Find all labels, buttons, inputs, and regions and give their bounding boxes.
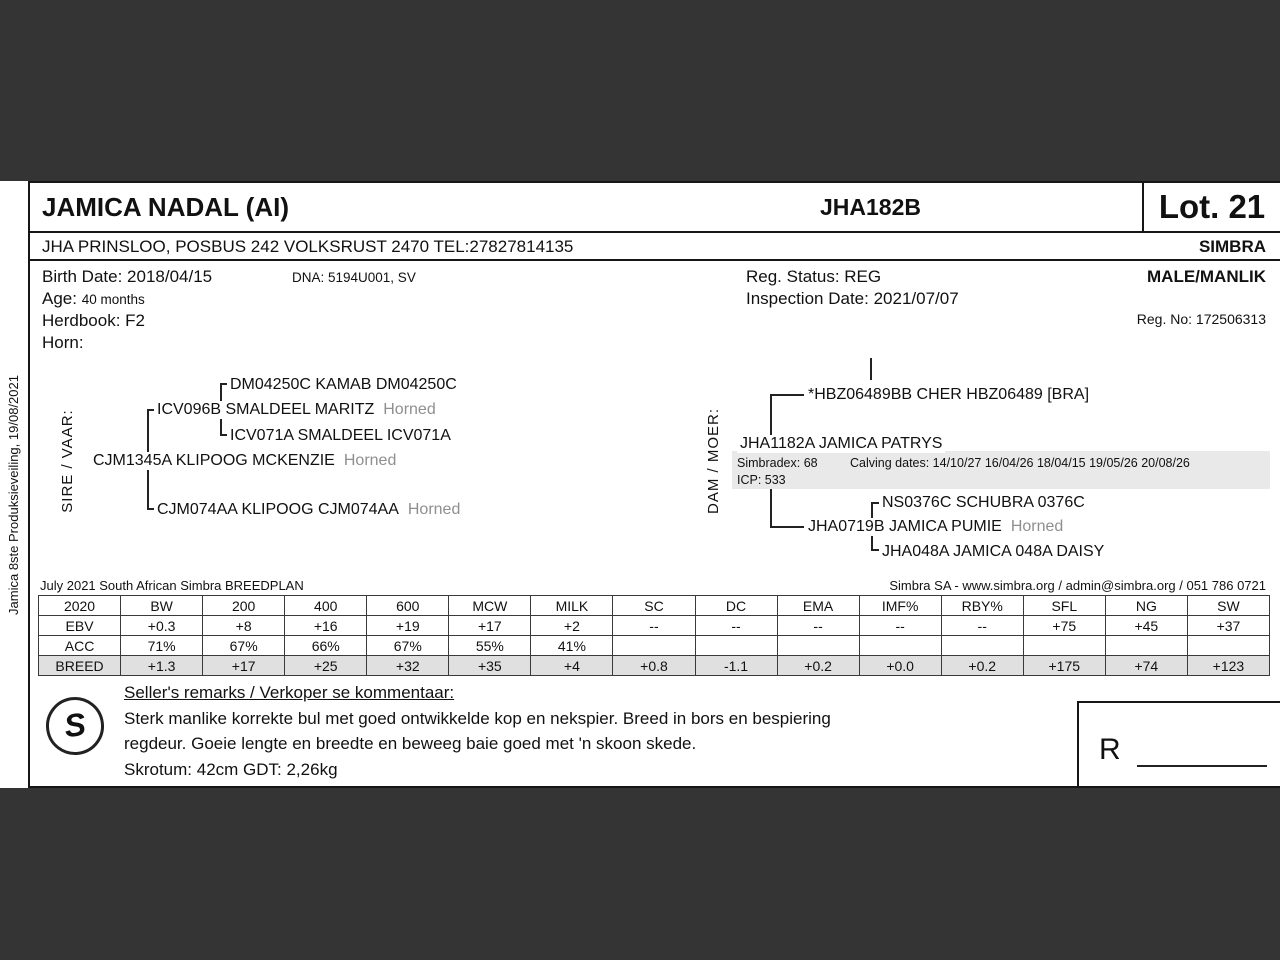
cell: [1105, 636, 1187, 656]
col-header: MILK: [531, 596, 613, 616]
dam-name: JHA1182A JAMICA PATRYS: [737, 435, 945, 453]
pedigree-line: [870, 358, 872, 380]
dam-granddam-sire: NS0376C SCHUBRA 0376C: [879, 494, 1088, 512]
cell: +2: [531, 616, 613, 636]
remarks-heading: Seller's remarks / Verkoper se kommentaar:: [124, 683, 455, 702]
lot-number: Lot. 21: [1142, 183, 1280, 231]
animal-id: JHA182B: [820, 194, 921, 220]
cell: --: [613, 616, 695, 636]
col-header: EMA: [777, 596, 859, 616]
cell: --: [941, 616, 1023, 636]
cell: +0.8: [613, 656, 695, 676]
cell: 67%: [203, 636, 285, 656]
row-label: EBV: [39, 616, 121, 636]
pedigree-line: [770, 526, 804, 528]
cell: +74: [1105, 656, 1187, 676]
inspection-date: Inspection Date: 2021/07/07: [746, 289, 959, 308]
icp-value: ICP: 533: [737, 473, 786, 487]
cell: +32: [367, 656, 449, 676]
cell: +8: [203, 616, 285, 636]
cell: 71%: [121, 636, 203, 656]
cell: +75: [1023, 616, 1105, 636]
dam-granddam: JHA0719B JAMICA PUMIE Horned: [805, 518, 1066, 536]
price-blank-line: [1137, 765, 1267, 767]
cell: +19: [367, 616, 449, 636]
cell: --: [695, 616, 777, 636]
row-label: BREED: [39, 656, 121, 676]
cell: +37: [1187, 616, 1269, 636]
age-label: Age:: [42, 289, 77, 308]
breeder-address: JHA PRINSLOO, POSBUS 242 VOLKSRUST 2470 TEL:27827814135: [42, 237, 574, 256]
remarks-line: Sterk manlike korrekte bul met goed ontwikkelde kop en nekspier. Breed in bors en bespiering: [124, 709, 831, 728]
acc-row: [39, 636, 1270, 656]
cell: +0.2: [941, 656, 1023, 676]
row-label: ACC: [39, 636, 121, 656]
price-box: [1077, 701, 1280, 788]
ebv-header-row: [39, 596, 1270, 616]
horned-tag: Horned: [1010, 518, 1064, 535]
cell: +0.0: [859, 656, 941, 676]
breedplan-caption: July 2021 South African Simbra BREEDPLAN: [40, 578, 304, 593]
cell: +16: [285, 616, 367, 636]
cell: +1.3: [121, 656, 203, 676]
col-header: 200: [203, 596, 285, 616]
simbradex-value: Simbradex: 68: [737, 456, 818, 470]
horned-tag: Horned: [407, 501, 461, 518]
lot-card: [28, 181, 1280, 788]
horned-tag: Horned: [343, 452, 397, 469]
price-currency-label: R: [1099, 733, 1121, 766]
herdbook: Herdbook: F2: [42, 311, 145, 330]
simbra-logo: S: [42, 693, 108, 759]
cell: [1187, 636, 1269, 656]
sire-grandsire: ICV096B SMALDEEL MARITZ Horned: [154, 401, 439, 419]
cell: -1.1: [695, 656, 777, 676]
col-header: DC: [695, 596, 777, 616]
cell: [1023, 636, 1105, 656]
birth-date: Birth Date: 2018/04/15: [42, 267, 213, 286]
breed-name: SIMBRA: [1198, 237, 1266, 256]
sex-label: MALE/MANLIK: [1147, 267, 1266, 286]
cell: +123: [1187, 656, 1269, 676]
cell: +25: [285, 656, 367, 676]
breeder-row: [30, 233, 1280, 261]
cell: +35: [449, 656, 531, 676]
dam-section-label: DAM / MOER:: [705, 408, 722, 515]
side-vertical-text: Jamica 8ste Produksieveiling, 19/08/2021: [6, 375, 21, 615]
cell: +4: [531, 656, 613, 676]
ebv-table: [38, 595, 1270, 676]
col-header: IMF%: [859, 596, 941, 616]
col-header: SW: [1187, 596, 1269, 616]
cell: [941, 636, 1023, 656]
cell: +45: [1105, 616, 1187, 636]
reg-no: Reg. No: 172506313: [1136, 311, 1266, 327]
sire-granddam: CJM074AA KLIPOOG CJM074AA Horned: [154, 501, 463, 519]
age-value: 40 months: [81, 292, 145, 307]
sire-grandsire-dam: ICV071A SMALDEEL ICV071A: [227, 427, 454, 445]
sire-section-label: SIRE / VAAR:: [59, 409, 76, 513]
cell: 55%: [449, 636, 531, 656]
cell: 66%: [285, 636, 367, 656]
dam-grandsire: *HBZ06489BB CHER HBZ06489 [BRA]: [805, 386, 1092, 404]
col-header: RBY%: [941, 596, 1023, 616]
cell: +17: [449, 616, 531, 636]
cell: [695, 636, 777, 656]
cell: +17: [203, 656, 285, 676]
header-row: [30, 183, 1280, 233]
cell: --: [859, 616, 941, 636]
remarks-line: Skrotum: 42cm GDT: 2,26kg: [124, 760, 338, 779]
dam-granddam-dam: JHA048A JAMICA 048A DAISY: [879, 543, 1107, 561]
cell: [613, 636, 695, 656]
ebv-row: [39, 616, 1270, 636]
cell: +0.2: [777, 656, 859, 676]
horned-tag: Horned: [383, 401, 436, 418]
cell: +175: [1023, 656, 1105, 676]
cell: --: [777, 616, 859, 636]
horn: Horn:: [42, 333, 84, 352]
col-header: SFL: [1023, 596, 1105, 616]
col-header: NG: [1105, 596, 1187, 616]
col-header: 2020: [39, 596, 121, 616]
col-header: BW: [121, 596, 203, 616]
cell: 41%: [531, 636, 613, 656]
sire-grandsire-sire: DM04250C KAMAB DM04250C: [227, 376, 460, 394]
calving-dates: Calving dates: 14/10/27 16/04/26 18/04/15 19/05/26 20/08/26: [850, 456, 1190, 470]
breed-avg-row: [39, 656, 1270, 676]
age: [42, 289, 145, 309]
col-header: 600: [367, 596, 449, 616]
col-header: 400: [285, 596, 367, 616]
pedigree-line: [770, 394, 804, 396]
simbra-contact: Simbra SA - www.simbra.org / admin@simbra.org / 051 786 0721: [889, 578, 1266, 593]
col-header: SC: [613, 596, 695, 616]
remarks-line: regdeur. Goeie lengte en breedte en beweeg baie goed met 'n skoon skede.: [124, 734, 697, 753]
dna-info: DNA: 5194U001, SV: [292, 270, 416, 285]
animal-name: JAMICA NADAL (AI): [42, 192, 289, 222]
cell: [859, 636, 941, 656]
cell: [777, 636, 859, 656]
reg-status: Reg. Status: REG: [746, 267, 882, 286]
cell: +0.3: [121, 616, 203, 636]
cell: 67%: [367, 636, 449, 656]
sire-name: CJM1345A KLIPOOG MCKENZIE Horned: [90, 452, 399, 470]
col-header: MCW: [449, 596, 531, 616]
